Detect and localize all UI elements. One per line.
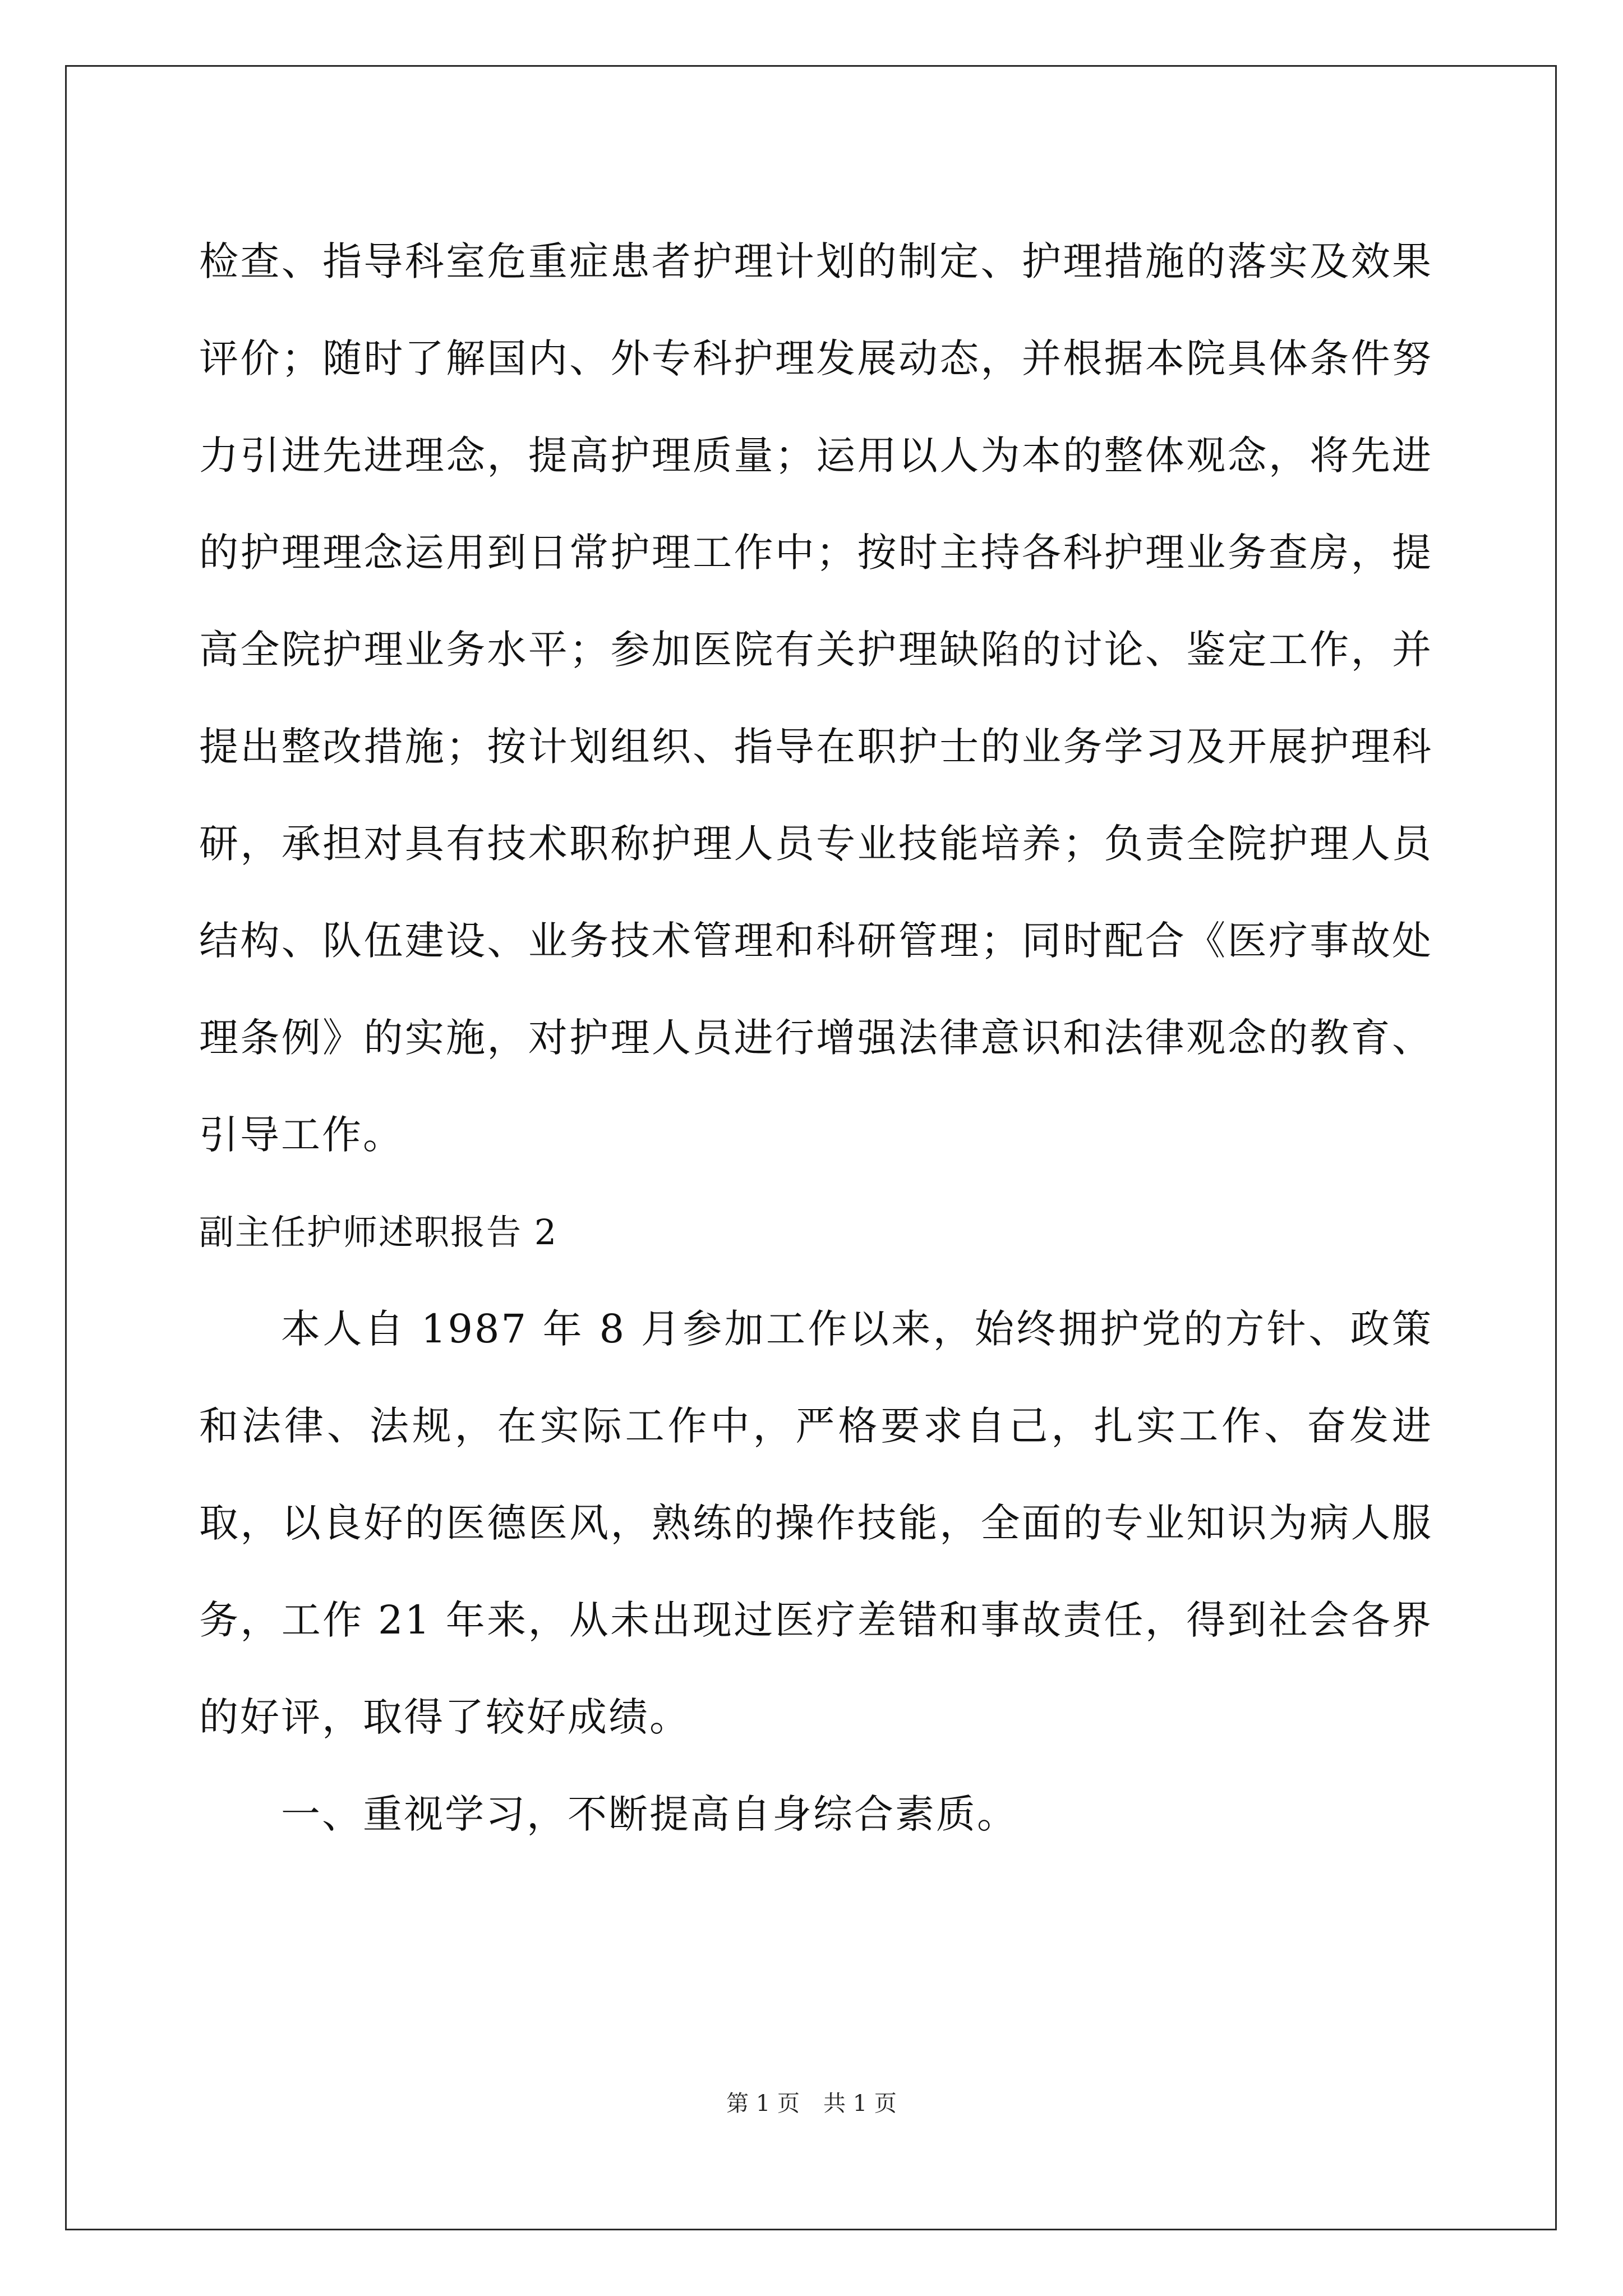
document-body <box>199 213 1433 1863</box>
page-number: 第 1 页 <box>726 2091 800 2116</box>
body-paragraph: 检查、指导科室危重症患者护理计划的制定、护理措施的落实及效果评价；随时了解国内、外专科护理发展动态，并根据本院具体条件努力引进先进理念，提高护理质量；运用以人为本的整体观念，将先进的护理理念运用到日常护理工作中；按时主持各科护理业务查房，提高全院护理业务水平；参加医院有关护理缺陷的讨论、鉴定工作，并提出整改措施；按计划组织、指导在职护士的业务学习及开展护理科研，承担对具有技术职称护理人员专业技能培养；负责全院护理人员结构、队伍建设、业务技术管理和科研管理；同时配合《医疗事故处理条例》的实施，对护理人员进行增强法律意识和法律观念的教育、引导工作。 <box>199 238 1433 1158</box>
page-total: 共 1 页 <box>823 2091 897 2116</box>
section-title: 副主任护师述职报告 2 <box>199 1212 558 1253</box>
intro-paragraph: 本人自 1987 年 8 月参加工作以来，始终拥护党的方针、政策和法律、法规，在实际工作中，严格要求自己，扎实工作、奋发进取，以良好的医德医风，熟练的操作技能，全面的专业知识为病人服务，工作 21 年来，从未出现过医疗差错和事故责任，得到社会各界的好评，取得了较好成绩。 <box>199 1306 1433 1740</box>
page-footer <box>0 2086 1623 2118</box>
subheading: 一、重视学习，不断提高自身综合素质。 <box>281 1791 1018 1837</box>
